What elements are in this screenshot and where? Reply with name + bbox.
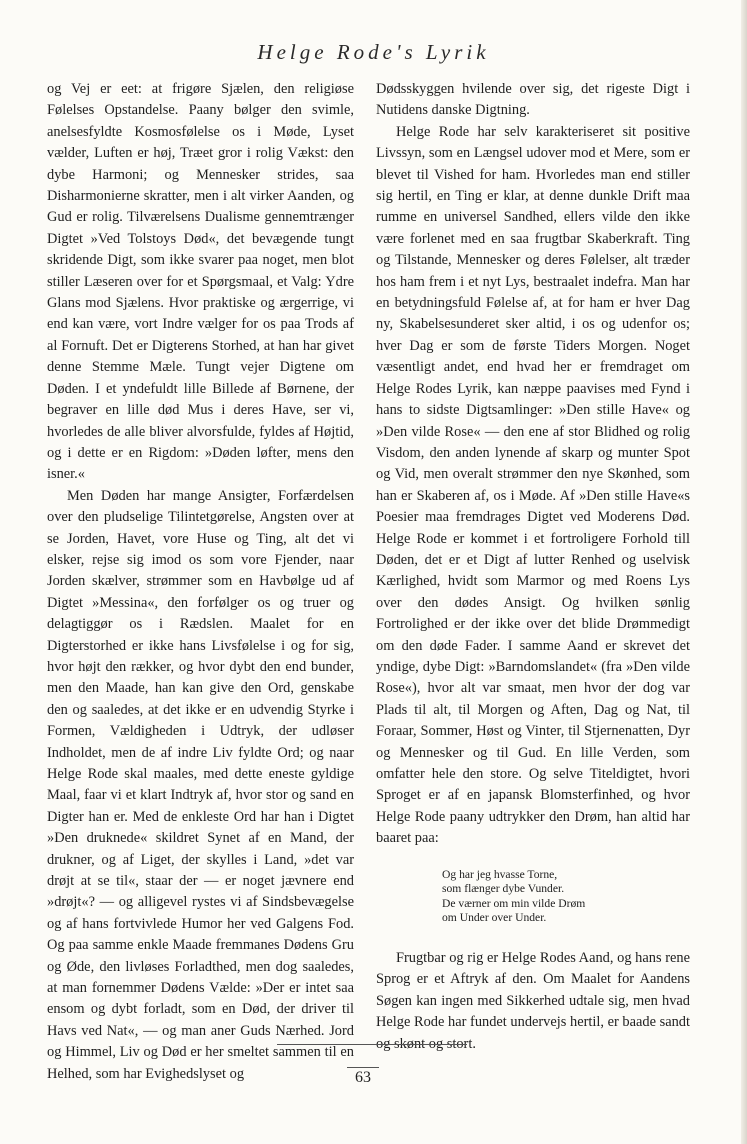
poem-line: om Under over Under.	[442, 911, 547, 925]
poem-quote	[442, 868, 690, 926]
running-head: Helge Rode's Lyrik	[257, 40, 490, 64]
poem-line: Og har jeg hvasse Torne,	[442, 867, 558, 881]
left-paragraph-2: Men Døden har mange Ansigter, Forfærdelsen over den pludselige Tilintetgørelse, Angsten over at se Jorden, Havet, vore Huse og Ting, alt det vi elsker, rejse sig imod os som vore Fjender, naar Jorden skælver, strømmer som en Havbølge ud af Digtet »Messina«, den forfølger os og truer og delagtiggør os i Rædslen. Maalet for en Digterstorhed er ikke hans Livsfølelse i og for sig, hvor højt den rækker, og hvor dybt den end bunder, men den Maade, han kan give den Ord, genskabe den og saaledes, at det ikke er en udvendig Styrke i Formen, Vældigheden i Udtryk, der udløser Indholdet, men de af indre Liv fyldte Ord; og naar Helge Rode skal maales, med dette eneste gyldige Maal, faar vi et klart Indtryk af, hvor stor og sand en Digter han er. Med de enkleste Ord har han i Digtet »Den druknede« skildret Synet af en Mand, der drukner, og af Liget, der skylles i Land, »det var drøjt at se til«, staar der — er noget jævnere end »drøjt«? — og alligevel rystes vi af Sindsbevægelse og af hans fortvivlede Humor her ved Galgens Fod. Og paa samme enkle Maade fremmanes Dødens Gru og Øde, den livløses Forladthed, men dog saaledes, at man fornemmer Dødens Vælde: »Der er intet saa ensom og dybt forladt, som en Død, der driver til Havs ved Nat«, — og man aner Guds Nærhed. Jord og Himmel, Liv og Død er her smeltet sammen til en Helhed, som har Evighedslyset og	[47, 487, 354, 1082]
footer-rule	[277, 1044, 467, 1045]
poem-line: som flænger dybe Vunder.	[442, 882, 565, 896]
right-column	[376, 79, 690, 1055]
poem-line: De værner om min vilde Drøm	[442, 896, 586, 910]
closing-paragraph: Frugtbar og rig er Helge Rodes Aand, og hans rene Sprog er et Aftryk af den. Om Maalet for Aandens Søgen kan ingen med Sikkerhed udtale sig, men hvad Helge Rode har fundet undervejs hertil, er baade sandt og skønt og stort.	[376, 950, 690, 1052]
right-paragraph-1: Dødsskyggen hvilende over sig, det rigeste Digt i Nutidens danske Digtning.	[376, 81, 690, 119]
page-number: 63	[355, 1069, 371, 1086]
folio-rule	[347, 1067, 379, 1068]
left-column	[47, 79, 354, 1085]
right-paragraph-2: Helge Rode har selv karakteriseret sit positive Livssyn, som en Længsel udover mod et Mere, som er blevet til Vished for ham. Hvorledes man end stiller sig hertil, en Ting er klar, at denne dunkle Drift maa rumme en universel Sandhed, ellers vilde den ikke være forlenet med en saa frugtbar Skaberkraft. Ting og Tilstande, Mennesker og deres Følelser, alt træder hos ham frem i et nyt Lys, bestraalet indefra. Man har en betydningsfuld Følelse af, at for ham er hver Dag ny, Skabelsesunderet sker altid, i os og udenfor os; hver Dag er som de første Tiders Morgen. Noget væsentligt andet, end hvad her er fremdraget om Helge Rodes Lyrik, kan næppe paavises med Fynd i hans to sidste Digtsamlinger: »Den stille Have« og »Den vilde Rose« — den ene af stor Blidhed og rolig Visdom, den anden lynende af skarp og munter Spot og Vid, men overalt strømmer den nye Skønhed, som han er Skaberen af, os i Møde. Af »Den stille Have«s Poesier maa fremdrages Digtet ved Moderens Død. Helge Rode er kommet i et fortroligere Forhold till Døden, det er et Digt af lutter Renhed og uselvisk Kærlighed, hvidt som Marmor og med Roens Lys over den dødes Ansigt. Og hvilken sønlig Fortrolighed er der ikke over det blide Drømmedigt om den døde Fader. I samme Aand er skrevet det yndige, dybe Digt: »Barndomslandet« (fra »Den vilde Rose«), hvor alt var smaat, men hvor der dog var Plads til alt, til Morgen og Aften, Dag og Nat, til Foraar, Sommer, Høst og Vinter, til Stjernenatten, Dyr og Mennesker og til Gud. En lille Verden, som omfatter hele den store. Og selve Titeldigtet, hvori Sproget er af en japansk Blomsterfinhed, og hvor Helge Rode paany udtrykker den Drøm, han altid har baaret paa:	[376, 123, 690, 847]
left-paragraph-1: og Vej er eet: at frigøre Sjælen, den religiøse Følelses Opstandelse. Paany bølger den svimle, anelsesfyldte Kosmosfølelse os i Møde, Lyset vælder, Luften er høj, Træet gror i rolig Vækst: den dybe Harmoni; og Mennesker strides, saa Disharmonierne skratter, men i alt virker Aanden, og Gud er rolig. Tilværelsens Dualisme gennemtrænger Digtet »Ved Tolstoys Død«, det bevægende tungt skridende Digt, som ikke svarer paa noget, men blot stiller Læseren over for et Spørgsmaal, et Valg: Ydre Glans mod Sjælens. Hvor praktiske og ærgerrige, vi end kan være, vort Indre vælger for os paa Trods af al Fornuft. Det er Digterens Storhed, at han har givet denne Stemme Mæle. Tungt vejer Digtene om Døden. I et yndefuldt lille Billede af Børnene, der begraver en lille død Mus i deres Have, ser vi, hvorledes de alle bliver alvorsfulde, fyldes af Højtid, og i dette er en Rigdom: »Døden løfter, mens den isner.«	[47, 81, 354, 483]
page-edge	[741, 0, 747, 1144]
